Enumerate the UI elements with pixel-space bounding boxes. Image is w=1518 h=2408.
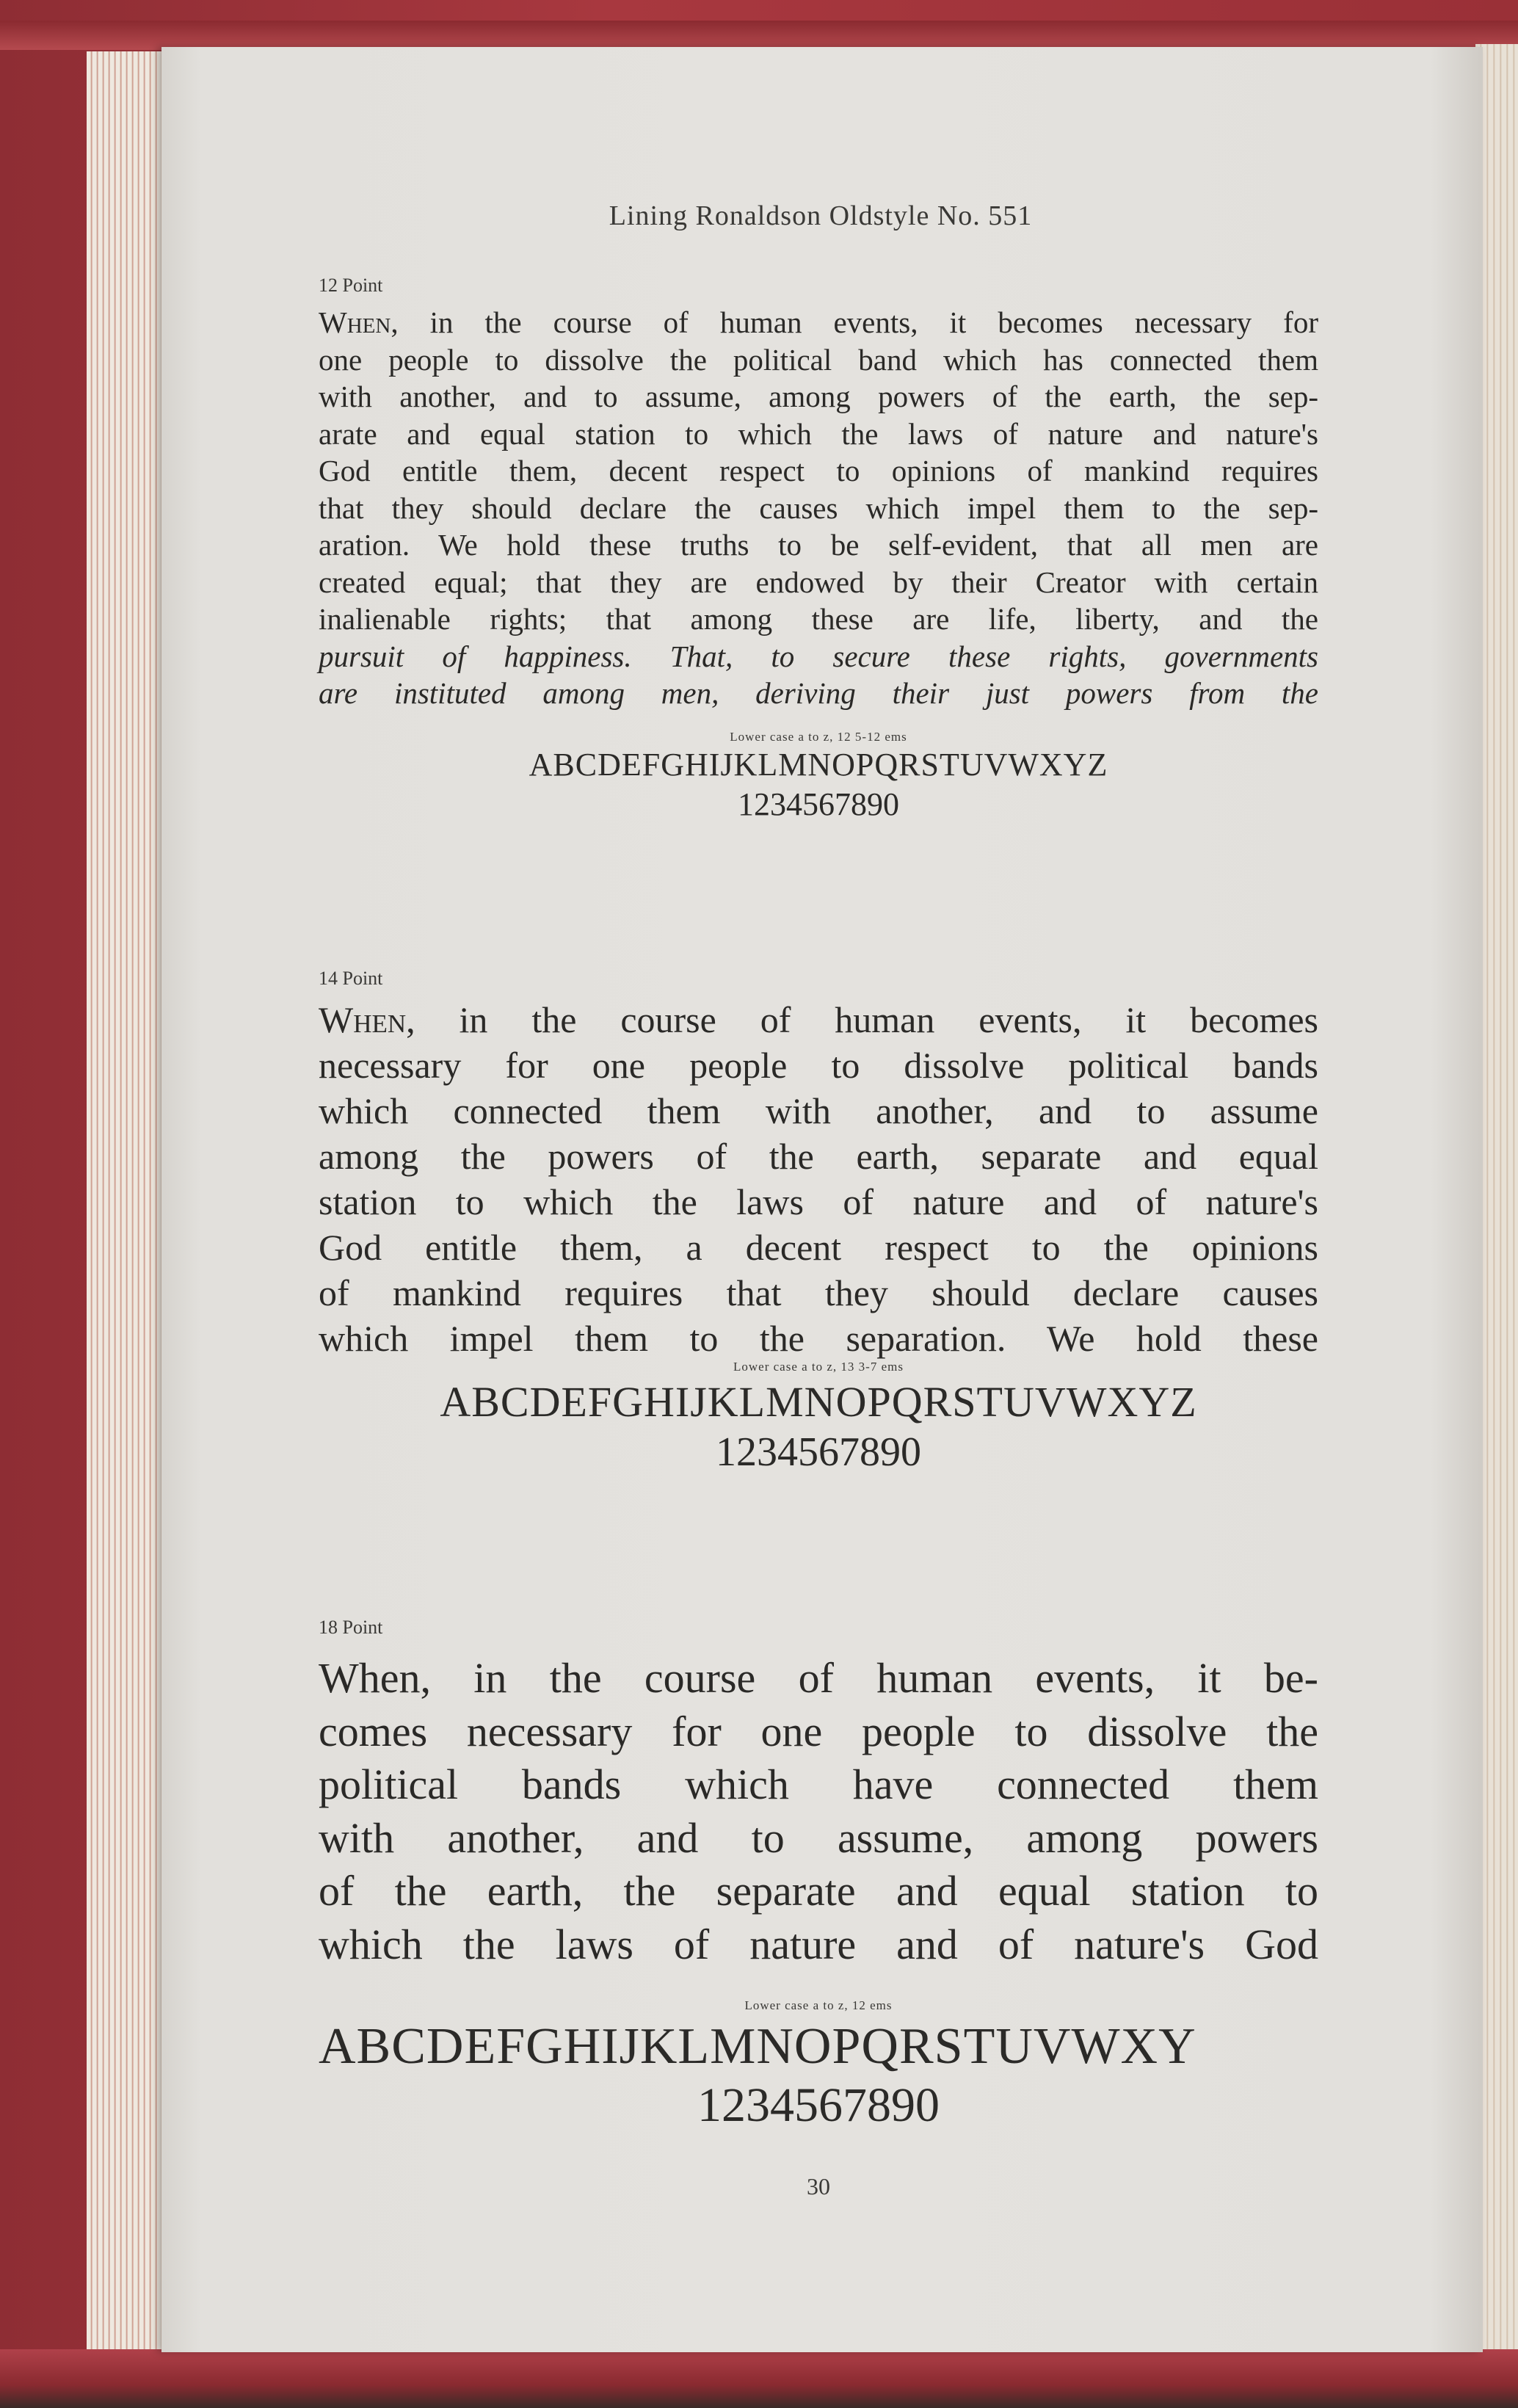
page-edges-left	[87, 51, 167, 2349]
figures-12pt: 1234567890	[738, 786, 899, 822]
text-line: station to which the laws of nature and of nature's	[319, 1181, 1318, 1222]
figures-18pt: 1234567890	[697, 2078, 940, 2132]
alphabet-18pt: ABCDEFGHIJKLMNOPQRSTUVWXY	[319, 2018, 1196, 2075]
size-label-12pt: 12 Point	[319, 275, 383, 296]
figures-14pt: 1234567890	[716, 1429, 921, 1475]
size-label-18pt: 18 Point	[319, 1617, 383, 1638]
text-line: necessary for one people to dissolve political bands	[319, 1045, 1318, 1086]
text-line: of mankind requires that they should declare causes	[319, 1272, 1318, 1313]
text-line: with another, and to assume, among powers of the earth, the sep-	[319, 380, 1318, 413]
cover-bottom-edge	[0, 2349, 1518, 2408]
text-line: comes necessary for one people to dissolve the	[319, 1707, 1318, 1755]
text-line-italic: are instituted among men, deriving their just powers from the	[319, 676, 1318, 710]
lowercase-note-18pt: Lower case a to z, 12 ems	[744, 1998, 893, 2012]
text-line: inalienable rights; that among these are life, liberty, and the	[319, 602, 1318, 636]
text-line: When, in the course of human events, it be-	[319, 1654, 1318, 1702]
text-line: which connected them with another, and to assume	[319, 1090, 1318, 1131]
text-line: one people to dissolve the political band which has connected them	[319, 342, 1318, 377]
alphabet-12pt: ABCDEFGHIJKLMNOPQRSTUVWXYZ	[529, 747, 1108, 783]
cover-top-edge	[0, 21, 1518, 50]
text-line: with another, and to assume, among powers	[319, 1813, 1318, 1862]
text-line-italic: pursuit of happiness. That, to secure these rights, governments	[319, 639, 1318, 673]
text-line: aration. We hold these truths to be self-evident, that all men are	[319, 528, 1318, 562]
text-line: which the laws of nature and of nature's God	[319, 1920, 1318, 1968]
specimen-18pt-text	[319, 1652, 1318, 1971]
text-line: that they should declare the causes which impel them to the sep-	[319, 490, 1318, 525]
text-line: created equal; that they are endowed by their Creator with certain	[319, 565, 1318, 599]
running-head: Lining Ronaldson Oldstyle No. 551	[609, 200, 1033, 231]
text-line: When, in the course of human events, it becomes necessary for	[319, 305, 1318, 339]
alphabet-14pt: ABCDEFGHIJKLMNOPQRSTUVWXYZ	[440, 1378, 1197, 1426]
lowercase-note-14pt: Lower case a to z, 13 3-7 ems	[733, 1360, 904, 1374]
text-line: among the powers of the earth, separate and equal	[319, 1136, 1318, 1177]
specimen-12pt-text	[319, 304, 1318, 712]
text-line: of the earth, the separate and equal station to	[319, 1867, 1318, 1915]
page-number: 30	[807, 2173, 830, 2200]
size-label-14pt: 14 Point	[319, 968, 383, 989]
text-line: God entitle them, decent respect to opinions of mankind requires	[319, 454, 1318, 487]
text-line: arate and equal station to which the laws of nature and nature's	[319, 416, 1318, 451]
text-line: God entitle them, a decent respect to the opinions	[319, 1227, 1318, 1268]
text-line: When, in the course of human events, it becomes	[319, 999, 1318, 1040]
text-line: which impel them to the separation. We hold these	[319, 1318, 1318, 1359]
lowercase-note-12pt: Lower case a to z, 12 5-12 ems	[730, 730, 907, 744]
text-line: political bands which have connected them	[319, 1760, 1318, 1808]
specimen-14pt-text	[319, 997, 1318, 1361]
